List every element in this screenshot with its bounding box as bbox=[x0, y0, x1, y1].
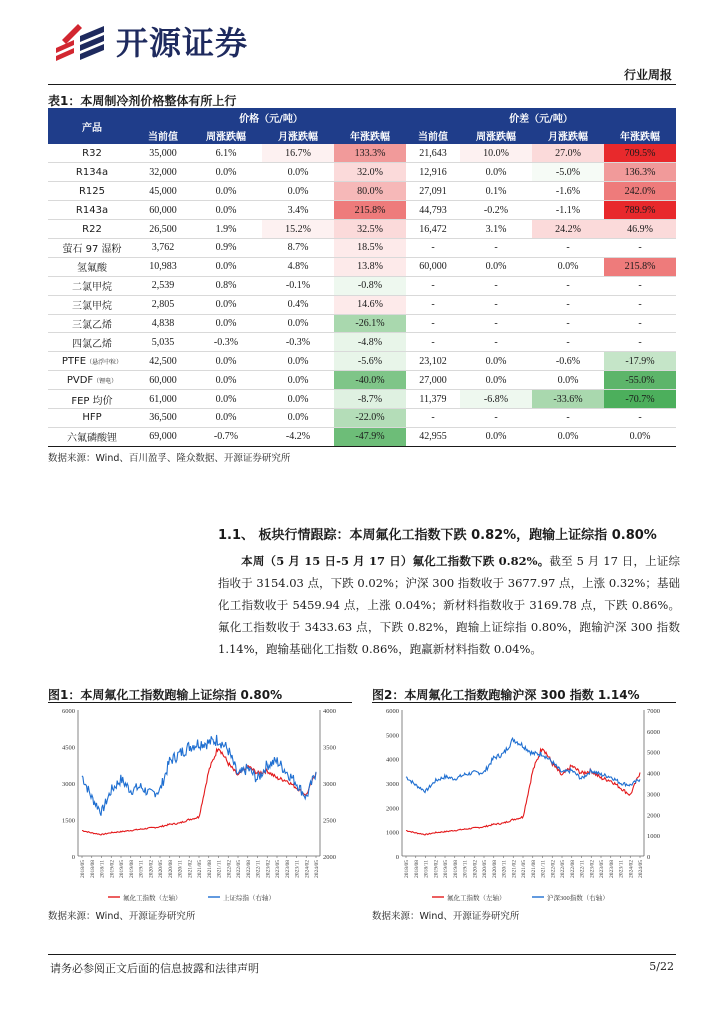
product-name-cell bbox=[48, 182, 136, 201]
table-cell: 789.9% bbox=[604, 201, 676, 220]
table-cell: 16.7% bbox=[262, 144, 334, 163]
table-cell: 3.1% bbox=[460, 220, 532, 239]
x-tick-label: 2024/05 bbox=[638, 860, 644, 879]
series-line-benchmark bbox=[406, 738, 640, 792]
table-cell: - bbox=[406, 314, 460, 333]
table-cell: - bbox=[604, 295, 676, 314]
section-heading: 1.1、 板块行情跟踪：本周氟化工指数下跌 0.82%，跑输上证综指 0.80% bbox=[218, 528, 657, 543]
left-tick-label: 0 bbox=[71, 854, 75, 861]
x-tick-label: 2021/02 bbox=[187, 860, 194, 879]
table-cell: 32,000 bbox=[136, 163, 190, 182]
x-tick-label: 2020/11 bbox=[177, 860, 184, 878]
table-cell: 23,102 bbox=[406, 352, 460, 371]
section-paragraph bbox=[218, 550, 680, 660]
table-title: 表1：本周制冷剂价格整体有所上行 bbox=[48, 94, 237, 108]
legend-label: 氟化工指数（左轴） bbox=[123, 895, 182, 902]
table-cell: 0.4% bbox=[262, 295, 334, 314]
product-name-cell bbox=[48, 238, 136, 257]
table-cell: 36,500 bbox=[136, 408, 190, 427]
table-cell: 14.6% bbox=[334, 295, 406, 314]
table-cell: -47.9% bbox=[334, 427, 406, 446]
table-cell: 0.0% bbox=[190, 390, 262, 409]
legend-label: 氟化工指数（左轴） bbox=[447, 895, 506, 902]
table-row bbox=[48, 371, 676, 390]
table-cell: 0.9% bbox=[190, 238, 262, 257]
table-cell: -4.8% bbox=[334, 333, 406, 352]
x-tick-label: 2021/05 bbox=[521, 860, 527, 879]
table-cell: -0.1% bbox=[262, 276, 334, 295]
x-tick-label: 2021/05 bbox=[197, 860, 203, 879]
product-note: （悬浮中粒） bbox=[86, 358, 123, 366]
product-name-cell bbox=[48, 276, 136, 295]
table-cell: 6.1% bbox=[190, 144, 262, 163]
x-tick-label: 2023/11 bbox=[294, 860, 301, 878]
table-cell: 2,805 bbox=[136, 295, 190, 314]
x-tick-label: 2021/11 bbox=[540, 860, 547, 878]
table-cell: 42,500 bbox=[136, 352, 190, 371]
table-cell: -0.7% bbox=[190, 427, 262, 446]
table-cell: 24.2% bbox=[532, 220, 604, 239]
x-tick-label: 2020/08 bbox=[491, 860, 498, 879]
product-name-cell bbox=[48, 390, 136, 409]
price-group-header: 价格（元/吨） bbox=[136, 108, 406, 126]
table-cell: - bbox=[532, 295, 604, 314]
x-tick-label: 2024/02 bbox=[304, 860, 311, 879]
table-cell: 709.5% bbox=[604, 144, 676, 163]
table-cell: 0.0% bbox=[532, 257, 604, 276]
table-row bbox=[48, 390, 676, 409]
product-name-cell bbox=[48, 333, 136, 352]
paragraph-lead: 本周（5 月 15 日-5 月 17 日）氟化工指数下跌 0.82%。 bbox=[241, 554, 550, 568]
table-cell: 0.0% bbox=[262, 390, 334, 409]
right-tick-label: 3000 bbox=[323, 781, 336, 788]
table-cell: - bbox=[460, 295, 532, 314]
table-cell: 35,000 bbox=[136, 144, 190, 163]
series-line-fluorochem bbox=[406, 749, 640, 835]
refrigerant-price-table bbox=[48, 108, 676, 447]
product-name: 二氯甲烷 bbox=[72, 282, 112, 294]
figure1-title: 图1：本周氟化工指数跑输上证综指 0.80% bbox=[48, 688, 283, 702]
x-tick-label: 2018/05 bbox=[80, 860, 86, 879]
table-cell: 3,762 bbox=[136, 238, 190, 257]
x-tick-label: 2020/05 bbox=[482, 860, 488, 879]
x-tick-label: 2019/05 bbox=[119, 860, 125, 879]
x-tick-label: 2022/02 bbox=[226, 860, 233, 879]
right-tick-label: 2500 bbox=[323, 817, 336, 825]
table-cell: -40.0% bbox=[334, 371, 406, 390]
table-cell: - bbox=[532, 314, 604, 333]
table-cell: - bbox=[604, 238, 676, 257]
table-cell: 27.0% bbox=[532, 144, 604, 163]
table-row bbox=[48, 427, 676, 446]
table-cell: 0.0% bbox=[532, 427, 604, 446]
table-cell: - bbox=[460, 276, 532, 295]
x-tick-label: 2021/02 bbox=[511, 860, 518, 879]
table-row bbox=[48, 238, 676, 257]
table-cell: - bbox=[604, 314, 676, 333]
left-tick-label: 2000 bbox=[386, 805, 399, 813]
spread-group-header: 价差（元/吨） bbox=[406, 108, 676, 126]
report-type-label: 行业周报 bbox=[623, 68, 672, 82]
table-cell: 2,539 bbox=[136, 276, 190, 295]
table-cell: 0.0% bbox=[460, 257, 532, 276]
x-tick-label: 2020/11 bbox=[501, 860, 508, 878]
figure2-title-rule bbox=[372, 702, 676, 703]
table-cell: 10,983 bbox=[136, 257, 190, 276]
table-cell: - bbox=[532, 408, 604, 427]
left-tick-label: 3000 bbox=[386, 781, 399, 788]
table-cell: 26,500 bbox=[136, 220, 190, 239]
x-tick-label: 2019/08 bbox=[452, 860, 459, 879]
table-cell: -0.3% bbox=[190, 333, 262, 352]
table-cell: 215.8% bbox=[334, 201, 406, 220]
table-row bbox=[48, 314, 676, 333]
table-row bbox=[48, 295, 676, 314]
table-cell: - bbox=[604, 276, 676, 295]
sub-header-cell: 当前值 bbox=[136, 126, 190, 144]
left-tick-label: 1000 bbox=[386, 829, 399, 837]
sub-header-cell: 年涨跌幅 bbox=[604, 126, 676, 144]
figure2-source: 数据来源：Wind、开源证券研究所 bbox=[372, 911, 520, 922]
x-tick-label: 2023/05 bbox=[275, 860, 281, 879]
table-cell: -0.8% bbox=[334, 276, 406, 295]
table-row bbox=[48, 257, 676, 276]
logo-text: 开源证券 bbox=[116, 24, 249, 62]
product-name: 六氟磷酸锂 bbox=[67, 433, 117, 445]
paragraph-body: 截至 5 月 17 日，上证综指收于 3154.03 点，下跌 0.02%；沪深 300 指数收于 3677.97 点，上涨 0.32%；基础化工指数收于 5459.94 点，上涨 0.04%；新材料指数收于 3169.78 点，下跌 0.86%。氟化工指数收于 3433.63 点，下跌 0.82%，跑输上证综指 0.80%，跑输沪深 300 指数 1.14%，跑输基础化工指数 0.86%，跑赢新材料指数 0.04%。 bbox=[218, 554, 681, 656]
table-cell: - bbox=[406, 276, 460, 295]
table-cell: -22.0% bbox=[334, 408, 406, 427]
product-name: R143a bbox=[75, 204, 109, 216]
table-cell: 0.0% bbox=[190, 371, 262, 390]
left-tick-label: 5000 bbox=[386, 732, 399, 740]
x-tick-label: 2022/05 bbox=[236, 860, 242, 879]
right-tick-label: 4000 bbox=[647, 770, 660, 778]
product-name-cell bbox=[48, 144, 136, 163]
product-name-cell bbox=[48, 352, 136, 371]
product-name: R32 bbox=[82, 147, 102, 159]
table-cell: 60,000 bbox=[136, 371, 190, 390]
x-tick-label: 2019/11 bbox=[138, 860, 145, 878]
right-tick-label: 3000 bbox=[647, 791, 660, 799]
table-cell: 0.0% bbox=[190, 163, 262, 182]
table-cell: -17.9% bbox=[604, 352, 676, 371]
table-cell: 0.0% bbox=[460, 352, 532, 371]
x-tick-label: 2019/02 bbox=[109, 860, 116, 879]
x-tick-label: 2022/02 bbox=[550, 860, 557, 879]
table-cell: 133.3% bbox=[334, 144, 406, 163]
table-cell: 12,916 bbox=[406, 163, 460, 182]
table-cell: -0.6% bbox=[532, 352, 604, 371]
table-cell: 27,000 bbox=[406, 371, 460, 390]
table-cell: 0.0% bbox=[190, 352, 262, 371]
x-tick-label: 2022/05 bbox=[560, 860, 566, 879]
x-tick-label: 2024/05 bbox=[314, 860, 320, 879]
product-name: R134a bbox=[75, 166, 109, 178]
legend-label: 沪深300指数（右轴） bbox=[547, 895, 609, 902]
table-cell: 0.0% bbox=[532, 371, 604, 390]
legend-label: 上证综指（右轴） bbox=[223, 895, 275, 902]
table-cell: 21,643 bbox=[406, 144, 460, 163]
table-cell: 15.2% bbox=[262, 220, 334, 239]
table-cell: - bbox=[460, 314, 532, 333]
product-name-cell bbox=[48, 314, 136, 333]
product-name: R22 bbox=[82, 223, 102, 235]
table-cell: - bbox=[460, 333, 532, 352]
table-cell: 61,000 bbox=[136, 390, 190, 409]
table-cell: -5.6% bbox=[334, 352, 406, 371]
table-cell: 60,000 bbox=[136, 201, 190, 220]
sub-header-cell: 周涨跌幅 bbox=[190, 126, 262, 144]
x-tick-label: 2018/11 bbox=[423, 860, 430, 878]
x-tick-label: 2018/08 bbox=[89, 860, 96, 879]
table-cell: - bbox=[406, 238, 460, 257]
table-cell: 0.0% bbox=[190, 201, 262, 220]
figure1-chart bbox=[48, 704, 352, 904]
table-cell: -1.1% bbox=[532, 201, 604, 220]
table-cell: 42,955 bbox=[406, 427, 460, 446]
left-tick-label: 6000 bbox=[62, 708, 75, 715]
x-tick-label: 2021/08 bbox=[530, 860, 537, 879]
table-cell: 69,000 bbox=[136, 427, 190, 446]
x-tick-label: 2019/08 bbox=[128, 860, 135, 879]
table-cell: - bbox=[604, 408, 676, 427]
product-name-cell bbox=[48, 295, 136, 314]
table-cell: 27,091 bbox=[406, 182, 460, 201]
x-tick-label: 2023/05 bbox=[599, 860, 605, 879]
figure2-chart bbox=[372, 704, 676, 904]
table-cell: 0.0% bbox=[460, 163, 532, 182]
table-cell: -0.3% bbox=[262, 333, 334, 352]
table-cell: 136.3% bbox=[604, 163, 676, 182]
right-tick-label: 1000 bbox=[647, 833, 660, 841]
product-name-cell bbox=[48, 257, 136, 276]
x-tick-label: 2022/11 bbox=[255, 860, 262, 878]
product-name: 三氯乙烯 bbox=[72, 319, 112, 331]
table-cell: 5,035 bbox=[136, 333, 190, 352]
left-tick-label: 3000 bbox=[62, 781, 75, 788]
left-tick-label: 4500 bbox=[62, 744, 75, 752]
table-row bbox=[48, 220, 676, 239]
table-cell: - bbox=[460, 408, 532, 427]
table-row bbox=[48, 352, 676, 371]
right-tick-label: 0 bbox=[647, 854, 651, 861]
x-tick-label: 2023/02 bbox=[265, 860, 272, 879]
figure1-title-rule bbox=[48, 702, 352, 703]
x-tick-label: 2023/08 bbox=[284, 860, 291, 879]
table-row bbox=[48, 201, 676, 220]
table-cell: -1.6% bbox=[532, 182, 604, 201]
table-row bbox=[48, 144, 676, 163]
x-tick-label: 2019/02 bbox=[433, 860, 440, 879]
table-cell: 0.0% bbox=[262, 182, 334, 201]
right-tick-label: 5000 bbox=[647, 749, 660, 757]
product-name-cell bbox=[48, 408, 136, 427]
product-name: 四氯乙烯 bbox=[72, 338, 112, 350]
table-cell: 45,000 bbox=[136, 182, 190, 201]
footer-disclaimer: 请务必参阅正文后面的信息披露和法律声明 bbox=[50, 962, 259, 975]
table-cell: 4.8% bbox=[262, 257, 334, 276]
table-cell: 10.0% bbox=[460, 144, 532, 163]
table-cell: 0.0% bbox=[190, 408, 262, 427]
sub-header-cell: 月涨跌幅 bbox=[532, 126, 604, 144]
product-name: FEP 均价 bbox=[71, 395, 113, 407]
table-cell: 44,793 bbox=[406, 201, 460, 220]
table-cell: - bbox=[532, 238, 604, 257]
product-name-cell bbox=[48, 220, 136, 239]
product-header: 产品 bbox=[48, 108, 136, 144]
table-cell: 0.0% bbox=[190, 257, 262, 276]
company-logo bbox=[52, 18, 248, 64]
table-cell: 3.4% bbox=[262, 201, 334, 220]
table-cell: 4,838 bbox=[136, 314, 190, 333]
x-tick-label: 2024/02 bbox=[628, 860, 635, 879]
table-cell: -33.6% bbox=[532, 390, 604, 409]
table-cell: 0.8% bbox=[190, 276, 262, 295]
x-tick-label: 2019/05 bbox=[443, 860, 449, 879]
logo-mark-icon bbox=[52, 18, 110, 64]
table-cell: -4.2% bbox=[262, 427, 334, 446]
right-tick-label: 2000 bbox=[647, 812, 660, 820]
x-tick-label: 2021/08 bbox=[206, 860, 213, 879]
table-cell: 0.0% bbox=[262, 352, 334, 371]
x-tick-label: 2023/08 bbox=[608, 860, 615, 879]
table-cell: -26.1% bbox=[334, 314, 406, 333]
table-cell: 11,379 bbox=[406, 390, 460, 409]
table-cell: - bbox=[460, 238, 532, 257]
x-tick-label: 2021/11 bbox=[216, 860, 223, 878]
table-cell: 215.8% bbox=[604, 257, 676, 276]
table-cell: - bbox=[604, 333, 676, 352]
table-cell: 0.0% bbox=[460, 427, 532, 446]
table-cell: 0.0% bbox=[262, 371, 334, 390]
x-tick-label: 2020/02 bbox=[472, 860, 479, 879]
table-cell: 242.0% bbox=[604, 182, 676, 201]
x-tick-label: 2022/11 bbox=[579, 860, 586, 878]
x-tick-label: 2018/08 bbox=[413, 860, 420, 879]
product-name: PVDF bbox=[66, 374, 94, 386]
table-row bbox=[48, 182, 676, 201]
table-cell: 0.1% bbox=[460, 182, 532, 201]
left-tick-label: 0 bbox=[395, 854, 399, 861]
product-note: （锂电） bbox=[93, 377, 118, 385]
table-cell: 8.7% bbox=[262, 238, 334, 257]
product-name: 氢氟酸 bbox=[77, 263, 107, 275]
table-cell: -0.2% bbox=[460, 201, 532, 220]
page-number: 5/22 bbox=[649, 960, 674, 973]
product-name-cell bbox=[48, 163, 136, 182]
sub-header-cell: 周涨跌幅 bbox=[460, 126, 532, 144]
table-cell: - bbox=[532, 333, 604, 352]
table-cell: 32.5% bbox=[334, 220, 406, 239]
x-tick-label: 2020/05 bbox=[158, 860, 164, 879]
table-cell: 0.0% bbox=[190, 295, 262, 314]
table-cell: 0.0% bbox=[262, 314, 334, 333]
x-tick-label: 2018/05 bbox=[404, 860, 410, 879]
table-cell: 0.0% bbox=[262, 163, 334, 182]
right-tick-label: 7000 bbox=[647, 708, 660, 715]
footer-divider bbox=[48, 954, 676, 955]
sub-header-row bbox=[48, 126, 676, 144]
x-tick-label: 2022/08 bbox=[569, 860, 576, 879]
table-cell: - bbox=[406, 408, 460, 427]
sub-header-cell: 当前值 bbox=[406, 126, 460, 144]
table-cell: -5.0% bbox=[532, 163, 604, 182]
right-tick-label: 2000 bbox=[323, 854, 336, 861]
product-name-cell bbox=[48, 427, 136, 446]
table-cell: 32.0% bbox=[334, 163, 406, 182]
table-cell: 0.0% bbox=[262, 408, 334, 427]
table-cell: -6.8% bbox=[460, 390, 532, 409]
right-tick-label: 6000 bbox=[647, 728, 660, 736]
right-tick-label: 4000 bbox=[323, 708, 336, 715]
table-cell: 13.8% bbox=[334, 257, 406, 276]
table-cell: 0.0% bbox=[604, 427, 676, 446]
table-cell: 18.5% bbox=[334, 238, 406, 257]
table-cell: - bbox=[406, 333, 460, 352]
table-cell: - bbox=[532, 276, 604, 295]
table-cell: 0.0% bbox=[460, 371, 532, 390]
figure1-source: 数据来源：Wind、开源证券研究所 bbox=[48, 911, 196, 922]
table-cell: 0.0% bbox=[190, 314, 262, 333]
table-cell: -70.7% bbox=[604, 390, 676, 409]
x-tick-label: 2018/11 bbox=[99, 860, 106, 878]
table-cell: 16,472 bbox=[406, 220, 460, 239]
product-name-cell bbox=[48, 201, 136, 220]
x-tick-label: 2019/11 bbox=[462, 860, 469, 878]
product-name: HFP bbox=[82, 412, 102, 424]
header-divider bbox=[48, 84, 676, 85]
x-tick-label: 2023/11 bbox=[618, 860, 625, 878]
product-name: R125 bbox=[78, 185, 106, 197]
x-tick-label: 2023/02 bbox=[589, 860, 596, 879]
table-body bbox=[48, 144, 676, 446]
x-tick-label: 2022/08 bbox=[245, 860, 252, 879]
product-name: 萤石 97 湿粉 bbox=[62, 244, 122, 256]
right-tick-label: 3500 bbox=[323, 744, 336, 752]
table-cell: 0.0% bbox=[190, 182, 262, 201]
table-cell: 80.0% bbox=[334, 182, 406, 201]
product-name: 三氯甲烷 bbox=[72, 301, 112, 313]
series-line-benchmark bbox=[82, 735, 316, 816]
table-cell: 46.9% bbox=[604, 220, 676, 239]
x-tick-label: 2020/02 bbox=[148, 860, 155, 879]
table-row bbox=[48, 333, 676, 352]
figure2-title: 图2：本周氟化工指数跑输沪深 300 指数 1.14% bbox=[372, 688, 640, 702]
table-cell: - bbox=[406, 295, 460, 314]
sub-header-cell: 年涨跌幅 bbox=[334, 126, 406, 144]
table-cell: -8.7% bbox=[334, 390, 406, 409]
left-tick-label: 4000 bbox=[386, 756, 399, 764]
product-name: PTFE bbox=[61, 355, 87, 367]
table-row bbox=[48, 163, 676, 182]
table-source: 数据来源：Wind、百川盈孚、隆众数据、开源证券研究所 bbox=[48, 453, 291, 464]
x-tick-label: 2020/08 bbox=[167, 860, 174, 879]
left-tick-label: 6000 bbox=[386, 708, 399, 715]
table-row bbox=[48, 408, 676, 427]
left-tick-label: 1500 bbox=[62, 817, 75, 825]
table-cell: 1.9% bbox=[190, 220, 262, 239]
table-cell: -55.0% bbox=[604, 371, 676, 390]
table-row bbox=[48, 276, 676, 295]
product-name-cell bbox=[48, 371, 136, 390]
table-cell: 60,000 bbox=[406, 257, 460, 276]
sub-header-cell: 月涨跌幅 bbox=[262, 126, 334, 144]
